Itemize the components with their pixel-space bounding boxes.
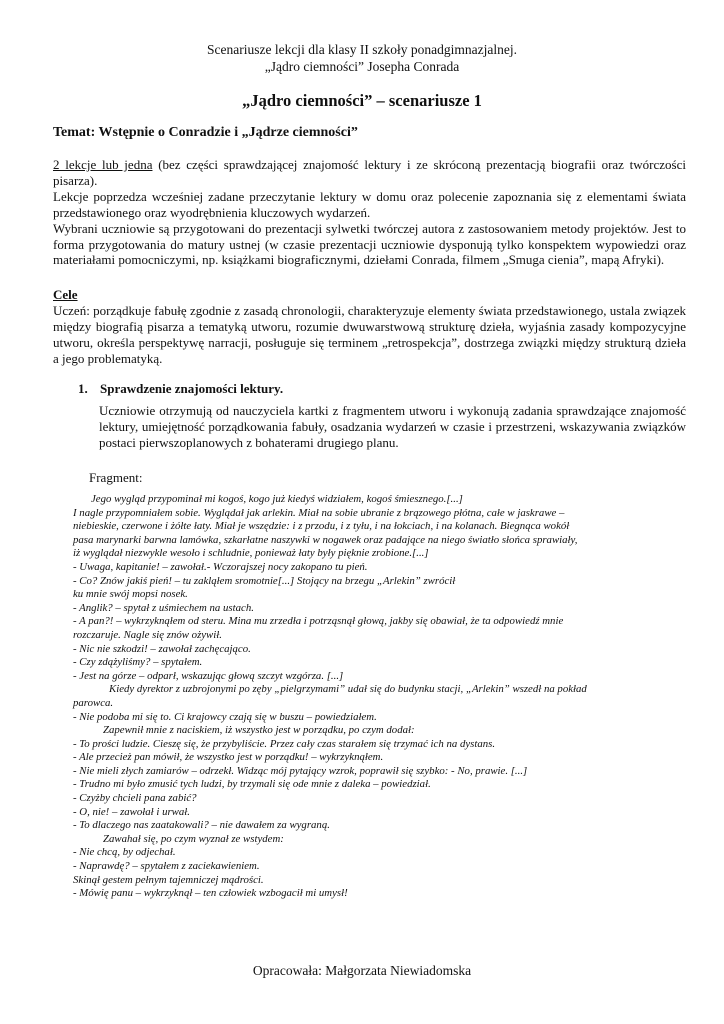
fragment-line: rozczaruje. Nagle się znów ożywił.: [73, 628, 222, 641]
fragment-line: - To prości ludzie. Cieszę się, że przybyliście. Przez cały czas starałem się trzymać ich na dystans.: [73, 737, 496, 750]
fragment-line: iż wyglądał niezwykle wesoło i schludnie, ponieważ łaty były pięknie zrobione.[...]: [73, 547, 429, 560]
section-1-text: Uczniowie otrzymują od nauczyciela kartki z fragmentem utworu i wykonują zadania sprawdzające znajomość lektury, umiejętność porządkowania fabuły, osadzania wydarzeń w czasie i przestrzeni, wskazywania związków postaci pierwszoplanowych z bohaterami drugiego planu.: [99, 403, 686, 450]
fragment-line: niebieskie, czerwone i żółte łaty. Miał je wszędzie: i z przodu, i z tyłu, i na łokciach, i na kolanach. Biegnąca wokół: [73, 520, 570, 533]
fragment-line: - To dlaczego nas zaatakowali? – nie dawałem za wygraną.: [73, 819, 330, 832]
fragment-line: - Mówię panu – wykrzyknął – ten człowiek wzbogacił mi umysł!: [73, 887, 348, 900]
section-1-title: Sprawdzenie znajomości lektury.: [100, 381, 284, 396]
fragment-line: Kiedy dyrektor z uzbrojonymi po zęby „pielgrzymami” udał się do budynku stacji, „Arlekin” wszedł na pokład: [109, 683, 587, 696]
goals-text: Uczeń: porządkuje fabułę zgodnie z zasadą chronologii, charakteryzuje elementy świata przedstawionego, ustala związek między biografią pisarza a tematyką utworu, rozumie dwuwarstwową strukturę dzieła, wyjaśnia zasady kompozycyjne utworu, określa perspektywę narracji, posługuje się terminem „retrospekcja”, dostrzega związki między strukturą dzieła a jego problematyką.: [53, 303, 686, 366]
intro-paragraph-2: Lekcje poprzedza wcześniej zadane przeczytanie lektury w domu oraz polecenie zapoznania się z elementami świata przedstawionego oraz wyodrębnienia kluczowych wydarzeń.: [53, 188, 686, 220]
fragment-line: - Trudno mi było zmusić tych ludzi, by trzymali się ode mnie z daleka – powiedział.: [73, 778, 431, 791]
fragment-line: - Czy zdążyliśmy? – spytałem.: [73, 656, 203, 669]
header-line-2: „Jądro ciemności” Josepha Conrada: [264, 59, 460, 74]
fragment-line: Zapewnił mnie z naciskiem, iż wszystko jest w porządku, po czym dodał:: [103, 724, 415, 737]
intro-p1-rest: (bez części sprawdzającej znajomość lektury i ze skróconą prezentacją biografii oraz twórczości pisarza).: [53, 157, 686, 188]
intro-text: [53, 157, 686, 268]
fragment-label: Fragment:: [89, 470, 143, 485]
section-1-number: 1.: [78, 381, 88, 396]
fragment-line: Zawahał się, po czym wyznał ze wstydem:: [103, 832, 284, 845]
fragment-text: [73, 493, 688, 901]
lesson-count: 2 lekcje lub jedna: [53, 157, 153, 172]
lesson-topic: Temat: Wstępnie o Conradzie i „Jądrze ciemności”: [53, 125, 358, 140]
fragment-line: - Anglik? – spytał z uśmiechem na ustach.: [73, 601, 254, 614]
author-footer: Opracowała: Małgorzata Niewiadomska: [252, 963, 472, 978]
fragment-line: parowca.: [73, 696, 114, 709]
fragment-line: - Ale przecież pan mówił, że wszystko jest w porządku! – wykrzyknąłem.: [73, 751, 384, 764]
intro-paragraph-1: [53, 157, 686, 189]
fragment-line: - Nic nie szkodzi! – zawołał zachęcająco.: [73, 642, 251, 655]
intro-paragraph-3: Wybrani uczniowie są przygotowani do prezentacji sylwetki twórczej autora z zastosowaniem metody projektów. Jest to forma przygotowania do matury ustnej (w czasie prezentacji uczniowie dysponują tylko konspektem wypowiedzi oraz materiałami pomocniczymi, np. książkami biograficznymi, dziełami Conrada, filmem „Smuga cienia”, mapą Afryki).: [53, 220, 686, 268]
fragment-line: - Jest na górze – odparł, wskazując głową szczyt wzgórza. [...]: [73, 669, 344, 682]
fragment-line: - Nie mieli złych zamiarów – odrzekł. Widząc mój pytający wzrok, poprawił się szybko: - No, prawie. [...]: [73, 764, 528, 777]
fragment-line: - Czyżby chcieli pana zabić?: [73, 792, 197, 805]
fragment-line: - Uwaga, kapitanie! – zawołał.- Wczorajszej nocy zakopano tu pień.: [73, 560, 368, 573]
fragment-line: pasa marynarki barwna lamówka, szkarłatne naszywki w nogawek oraz padające na niego światło słońca sprawiały,: [73, 533, 578, 546]
goals-heading: Cele: [53, 287, 78, 302]
fragment-line: Jego wygląd przypominał mi kogoś, kogo już kiedyś widziałem, kogoś śmiesznego.[...]: [91, 493, 463, 505]
fragment-line: - Co? Znów jakiś pień! – tu zakląłem sromotnie[...] Stojący na brzegu „Arlekin” zwrócił: [73, 574, 456, 587]
page-title: „Jądro ciemności” – scenariusze 1: [242, 91, 482, 110]
fragment-line: - Nie podoba mi się to. Ci krajowcy czają się w buszu – powiedziałem.: [73, 710, 377, 723]
header-line-1: Scenariusze lekcji dla klasy II szkoły ponadgimnazjalnej.: [206, 42, 518, 57]
fragment-line: - Nie chcą, by odjechał.: [73, 846, 176, 859]
fragment-line: - Naprawdę? – spytałem z zaciekawieniem.: [73, 860, 260, 873]
fragment-line: I nagle przypomniałem sobie. Wyglądał jak arlekin. Miał na sobie ubranie z brązowego płótna, całe w jaskrawe –: [73, 506, 565, 519]
fragment-line: - O, nie! – zawołał i urwał.: [73, 805, 190, 818]
fragment-line: - A pan?! – wykrzyknąłem od steru. Mina mu zrzedła i potrząsnął głową, jakby się obawiał, że ta odpowiedź mnie: [73, 615, 564, 628]
section-1-heading: [78, 381, 283, 397]
fragment-line: Skinął gestem pełnym tajemniczej mądrości.: [73, 873, 264, 886]
fragment-line: ku mnie swój mopsi nosek.: [73, 588, 188, 601]
